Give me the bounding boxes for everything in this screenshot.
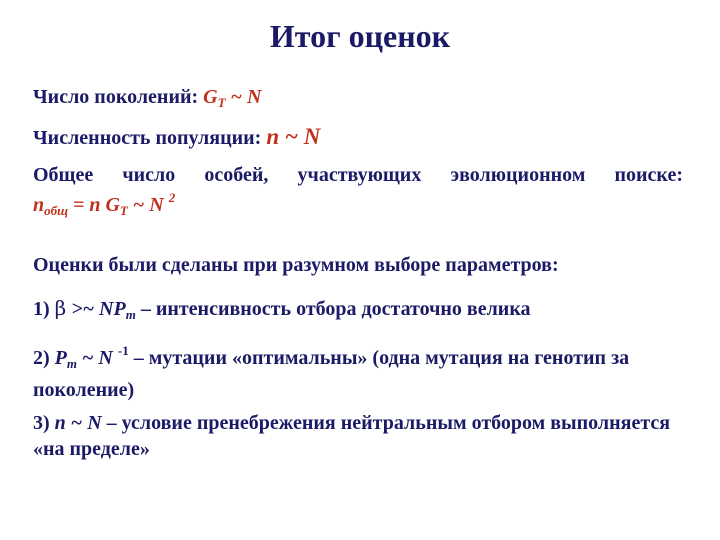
population-formula: n ~ N: [266, 124, 321, 149]
generations-line: [33, 86, 261, 111]
item-3: 3) n ~ N – условие пренебрежения нейтральным отбором выполняется «на пределе»: [33, 412, 671, 460]
total-text: Общее число особей, участвующих эволюционном поиске:: [33, 164, 683, 186]
population-label: Численность популяции:: [33, 127, 262, 149]
estimates-header: Оценки были сделаны при разумном выборе параметров:: [33, 254, 559, 276]
generations-formula: $G_T$ ~ N: [203, 86, 262, 110]
generations-label: Число поколений:: [33, 86, 199, 108]
item-2: 2) $P_m$ ~ N $^{-1}$ – мутации «оптимальны» (одна мутация на генотип за поколение): [33, 343, 630, 401]
item-1: 1) β >~ $NP_m$ – интенсивность отбора достаточно велика: [33, 296, 531, 322]
population-line: [33, 124, 320, 150]
slide-title: Итог оценок: [269, 18, 451, 54]
total-formula: $n_{общ} = n$ $G_T$ ~ N $^2$: [33, 190, 176, 218]
beta-symbol: β: [54, 296, 67, 320]
